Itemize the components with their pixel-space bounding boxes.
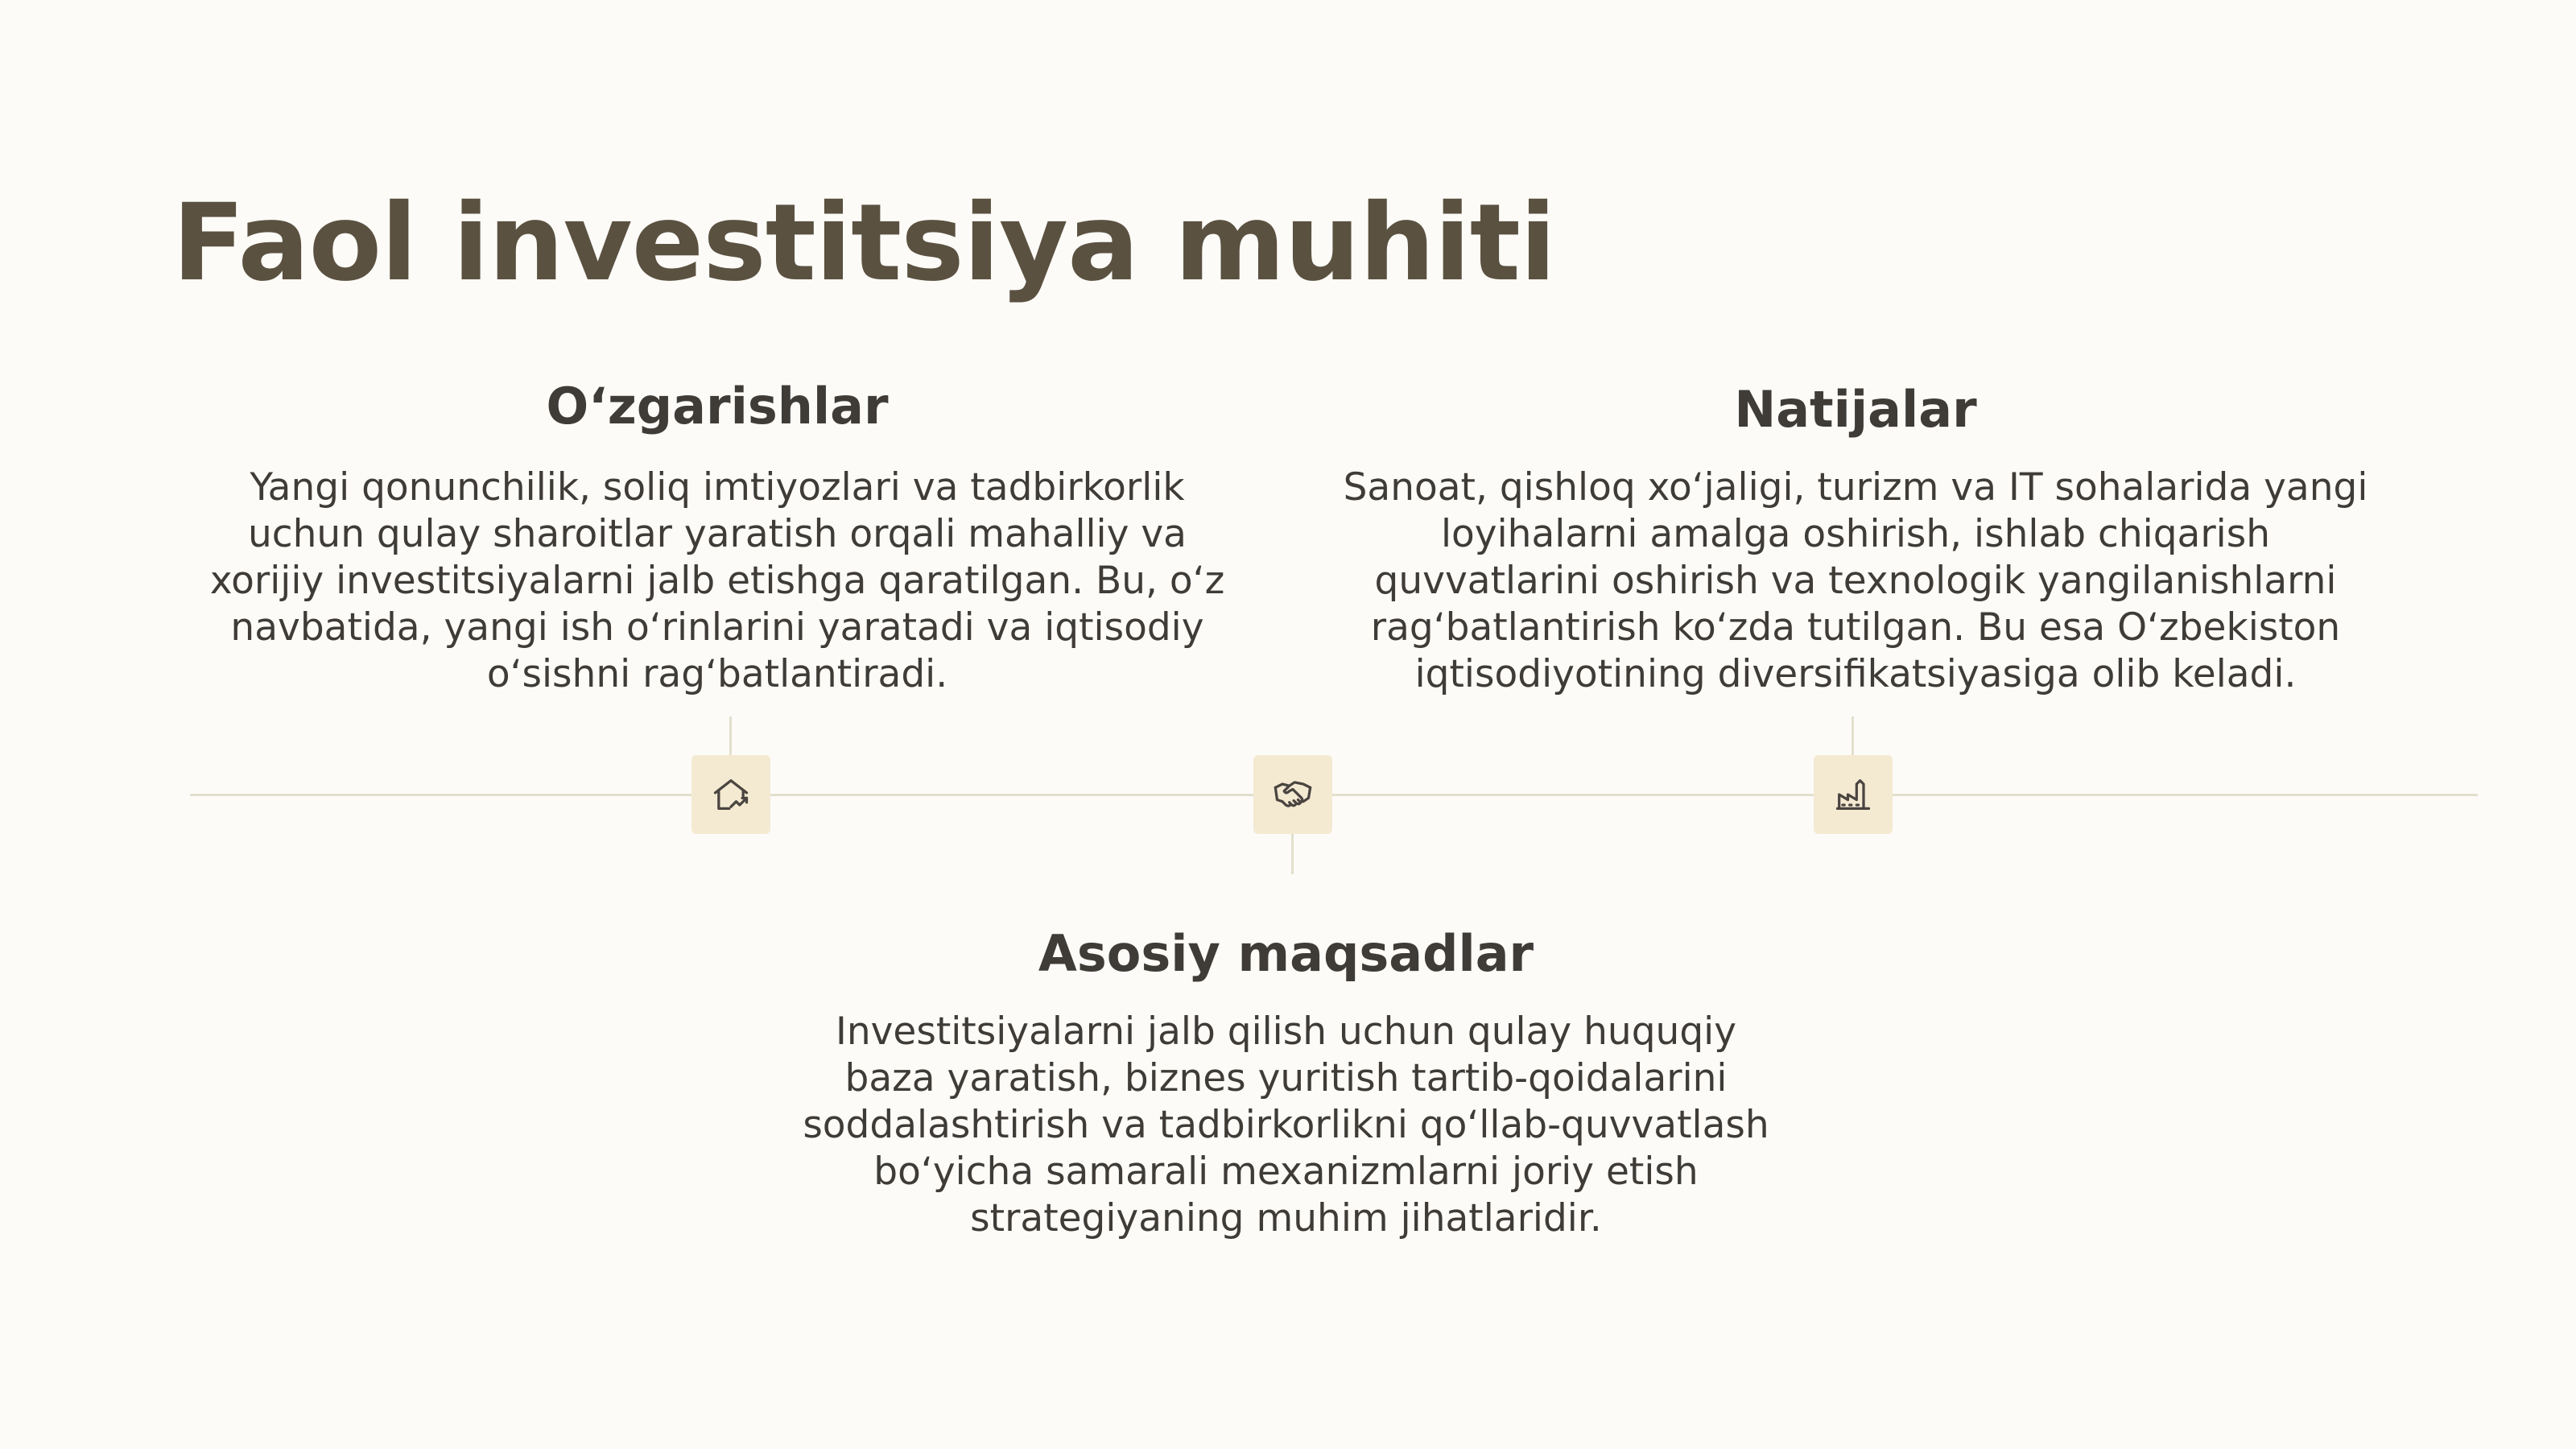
item-description: Sanoat, qishloq xo‘jaligi, turizm va IT sohalarida yangi loyihalarni amalga oshirish, ishlab chiqarish quvvatlarini oshirish va texnologik yangilanishlarni rag‘batlantirish ko‘zda tutilgan. Bu esa O‘zbekiston iqtisodiyotining diversifikatsiyasiga olib keladi. [1343,465,2368,696]
slide-title: Faol investitsiya muhiti [172,181,1556,305]
connector-goals [1291,832,1294,874]
connector-changes [729,716,732,755]
timeline-node-goals [1253,755,1332,834]
timeline-item-changes [190,377,1245,698]
item-heading: O‘zgarishlar [546,377,889,436]
timeline-item-goals [789,924,1783,1242]
timeline-node-changes [691,755,770,834]
item-heading: Asosiy maqsadlar [1038,924,1534,983]
house-growth-icon [710,774,752,815]
handshake-icon [1272,774,1314,815]
timeline-item-results [1328,380,2383,698]
connector-results [1852,716,1854,755]
item-heading: Natijalar [1734,380,1977,439]
item-description: Investitsiyalarni jalb qilish uchun qulay huquqiy baza yaratish, biznes yuritish tartib-qoidalarini soddalashtirish va tadbirkorlikni qo‘llab-quvvatlash bo‘yicha samarali mexanizmlarni joriy etish strategiyaning muhim jihatlaridir. [803,1009,1769,1241]
timeline-node-results [1814,755,1893,834]
timeline-line [190,794,2478,796]
factory-icon [1832,774,1874,815]
item-description: Yangi qonunchilik, soliq imtiyozlari va tadbirkorlik uchun qulay sharoitlar yaratish orqali mahalliy va xorijiy investitsiyalarni jalb etishga qaratilgan. Bu, o‘z navbatida, yangi ish o‘rinlarini yaratadi va iqtisodiy o‘sishni rag‘batlantiradi. [209,465,1225,696]
